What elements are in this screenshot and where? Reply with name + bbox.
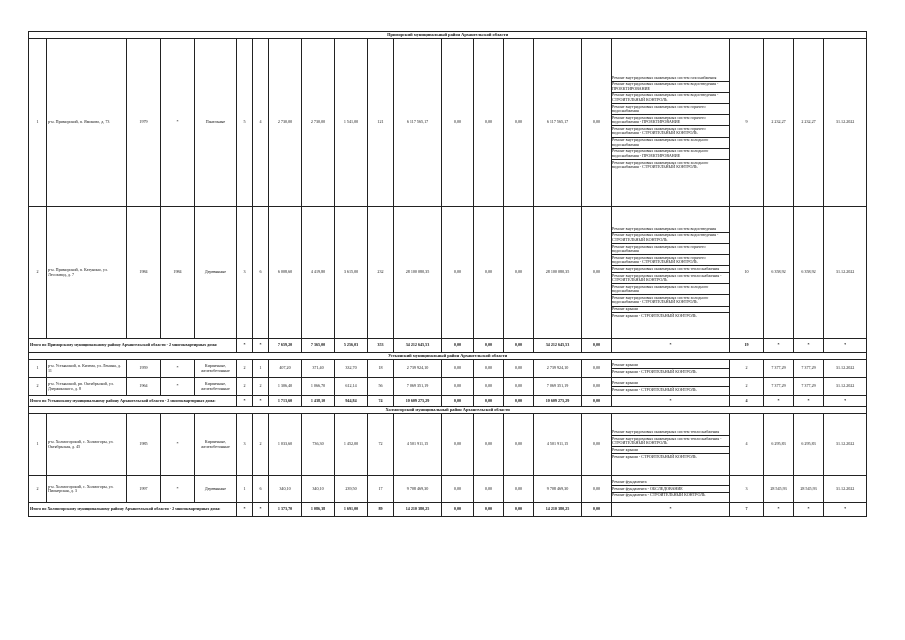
total-date: *: [824, 503, 867, 517]
section-total-row: [29, 396, 867, 407]
work-item: Ремонт внутридомовых инженерных систем горячего водоснабжения: [612, 244, 729, 255]
table-row: [29, 360, 867, 378]
fund-local: 0,00: [504, 414, 534, 476]
entrances: 6: [253, 207, 269, 339]
repair-program-table: [28, 31, 867, 517]
total-entrances: *: [253, 396, 269, 407]
floors: 3: [237, 414, 253, 476]
work-item: Ремонт крыши - СТРОИТЕЛЬНЫЙ КОНТРОЛЬ: [612, 312, 697, 318]
entrances: 2: [253, 378, 269, 396]
section-total-row: [29, 339, 867, 353]
section-title: Приморский муниципальный район Архангельской области: [29, 32, 867, 39]
section-total-row: [29, 503, 867, 517]
year-built: 1997: [127, 476, 161, 503]
total-fund-federal: 0,00: [442, 339, 474, 353]
row-number: 2: [29, 476, 47, 503]
completion-date: 31.12.2022: [824, 476, 867, 503]
area-premises: 2 730,00: [302, 39, 335, 207]
work-item: Ремонт внутридомовых инженерных систем газоснабжения: [612, 75, 729, 82]
total-floors: *: [237, 339, 253, 353]
year-repair: *: [161, 476, 195, 503]
completion-date: 31.12.2022: [824, 414, 867, 476]
total-cost: 34 212 645,53: [394, 339, 442, 353]
fund-other: 0,00: [582, 207, 612, 339]
total-area-residential: 944,84: [335, 396, 368, 407]
wall-material: Кирпичные, железобетонные: [195, 360, 237, 378]
total-label: Итого по Холмогорскому муниципальному району Архангельской области - 2 многоквартирных дома:: [29, 503, 237, 517]
completion-date: 31.12.2022: [824, 39, 867, 207]
total-date: *: [824, 396, 867, 407]
total-fund-local: 0,00: [504, 339, 534, 353]
total-unit-cost: *: [764, 339, 794, 353]
row-address: р-н. Приморский, п. Ямоково, д. 73: [47, 39, 127, 207]
wall-material: Деревянные: [195, 207, 237, 339]
work-item: Ремонт внутридомовых инженерных систем горячего водоснабжения - СТРОИТЕЛЬНЫЙ КОНТРОЛЬ: [612, 255, 729, 266]
table-row: [29, 476, 867, 503]
total-area: 1 373,70: [269, 503, 302, 517]
unit-cost-limit: 6 358,92: [794, 207, 824, 339]
work-item: Ремонт крыши - СТРОИТЕЛЬНЫЙ КОНТРОЛЬ: [612, 368, 697, 374]
completion-date: 31.12.2022: [824, 378, 867, 396]
area-total: 1 306,40: [269, 378, 302, 396]
row-address: р-н. Устьянский, рп. Октябрьский, ул. Дзержинского, д. 8: [47, 378, 127, 396]
row-address: р-н. Устьянский, п. Кизема, ул. Ленина, д. 11: [47, 360, 127, 378]
work-item: Ремонт крыши: [612, 362, 729, 369]
total-fund-federal: 0,00: [442, 503, 474, 517]
fund-local: 0,00: [504, 476, 534, 503]
fund-local: 0,00: [504, 360, 534, 378]
unit-cost: 2 232,27: [764, 39, 794, 207]
work-item: Ремонт внутридомовых инженерных систем теплоснабжения - СТРОИТЕЛЬНЫЙ КОНТРОЛЬ: [612, 273, 729, 284]
year-built: 1984: [127, 207, 161, 339]
section-title: Устьянский муниципальный район Архангельской области: [29, 353, 867, 360]
unit-cost-limit: 6 295,83: [794, 414, 824, 476]
work-item: Ремонт внутридомовых инженерных систем горячего водоснабжения - ПРОЕКТИРОВАНИЕ: [612, 115, 729, 126]
work-item: Ремонт внутридомовых инженерных систем холодного водоснабжения: [612, 284, 729, 295]
area-premises: 371,40: [302, 360, 335, 378]
total-works-count: 19: [730, 339, 764, 353]
work-item: Ремонт крыши - СТРОИТЕЛЬНЫЙ КОНТРОЛЬ: [612, 386, 697, 392]
entrances: 2: [253, 414, 269, 476]
row-number: 1: [29, 39, 47, 207]
wall-material: Кирпичные, железобетонные: [195, 378, 237, 396]
total-area-premises: 1 438,10: [302, 396, 335, 407]
fund-other: 0,00: [582, 414, 612, 476]
residents: 121: [368, 39, 394, 207]
year-repair: *: [161, 378, 195, 396]
total-works-count: 7: [730, 503, 764, 517]
total-area: 1 713,60: [269, 396, 302, 407]
works-list: [612, 207, 730, 339]
completion-date: 31.12.2022: [824, 207, 867, 339]
work-item: Ремонт внутридомовых инженерных систем горячего водоснабжения: [612, 104, 729, 115]
area-residential: 3 615,00: [335, 207, 368, 339]
total-date: *: [824, 339, 867, 353]
fund-other: 0,00: [582, 378, 612, 396]
work-item: Ремонт внутридомовых инженерных систем холодного водоснабжения - ПРОЕКТИРОВАНИЕ: [612, 149, 729, 160]
cost-total: 2 739 924,10: [394, 360, 442, 378]
fund-owners: 7 069 351,19: [534, 378, 582, 396]
area-total: 1 033,60: [269, 414, 302, 476]
total-cost: 14 210 380,25: [394, 503, 442, 517]
fund-regional: 0,00: [474, 378, 504, 396]
total-unit-cost-limit: *: [794, 503, 824, 517]
year-built: 1964: [127, 378, 161, 396]
total-fund-federal: 0,00: [442, 396, 474, 407]
year-repair: *: [161, 39, 195, 207]
total-fund-regional: 0,00: [474, 339, 504, 353]
work-item: Ремонт крыши - СТРОИТЕЛЬНЫЙ КОНТРОЛЬ: [612, 453, 697, 459]
fund-owners: 4 501 911,15: [534, 414, 582, 476]
total-works-count: 4: [730, 396, 764, 407]
works-count: 3: [730, 476, 764, 503]
row-address: р-н. Приморский, п. Катунино, ул. Лесозавод, д. 7: [47, 207, 127, 339]
residents: 72: [368, 414, 394, 476]
work-item: Ремонт фундамента: [612, 479, 729, 486]
residents: 17: [368, 476, 394, 503]
total-fund-local: 0,00: [504, 396, 534, 407]
work-item: Ремонт фундамента - ОБСЛЕДОВАНИЕ: [612, 486, 729, 493]
fund-owners: 2 739 924,10: [534, 360, 582, 378]
total-works: *: [612, 503, 730, 517]
total-residents: 353: [368, 339, 394, 353]
fund-other: 0,00: [582, 476, 612, 503]
fund-owners: 28 100 080,35: [534, 207, 582, 339]
total-fund-owners: 14 210 380,25: [534, 503, 582, 517]
works-count: 2: [730, 378, 764, 396]
fund-federal: 0,00: [442, 207, 474, 339]
fund-federal: 0,00: [442, 39, 474, 207]
year-built: 1985: [127, 414, 161, 476]
row-number: 2: [29, 207, 47, 339]
works-list: [612, 414, 730, 476]
residents: 56: [368, 378, 394, 396]
fund-regional: 0,00: [474, 360, 504, 378]
work-item: Ремонт внутридомовых инженерных систем горячего водоснабжения - СТРОИТЕЛЬНЫЙ КОНТРОЛЬ: [612, 126, 729, 137]
works-list: [612, 378, 730, 396]
fund-other: 0,00: [582, 360, 612, 378]
table-row: [29, 378, 867, 396]
area-residential: 332,70: [335, 360, 368, 378]
cost-total: 7 069 351,19: [394, 378, 442, 396]
work-item: Ремонт внутридомовых инженерных систем холодного водоснабжения: [612, 138, 729, 149]
total-unit-cost: *: [764, 396, 794, 407]
work-item: Ремонт фундамента - СТРОИТЕЛЬНЫЙ КОНТРОЛЬ: [612, 492, 706, 498]
cost-total: 4 501 911,15: [394, 414, 442, 476]
fund-regional: 0,00: [474, 476, 504, 503]
fund-local: 0,00: [504, 39, 534, 207]
work-item: Ремонт внутридомовых инженерных систем водоотведения: [612, 226, 729, 233]
works-count: 10: [730, 207, 764, 339]
works-count: 4: [730, 414, 764, 476]
total-fund-other: 0,00: [582, 503, 612, 517]
unit-cost: 7 377,29: [764, 378, 794, 396]
work-item: Ремонт внутридомовых инженерных систем холодного водоснабжения - СТРОИТЕЛЬНЫЙ КОНТРОЛЬ: [612, 159, 709, 169]
table-row: [29, 39, 867, 207]
fund-federal: 0,00: [442, 414, 474, 476]
fund-federal: 0,00: [442, 360, 474, 378]
residents: 232: [368, 207, 394, 339]
unit-cost: 6 358,92: [764, 207, 794, 339]
wall-material: Деревянные: [195, 476, 237, 503]
fund-federal: 0,00: [442, 378, 474, 396]
year-repair: *: [161, 414, 195, 476]
area-residential: 1 541,00: [335, 39, 368, 207]
total-cost: 10 609 275,29: [394, 396, 442, 407]
total-works: *: [612, 339, 730, 353]
year-built: 1979: [127, 39, 161, 207]
fund-owners: 9 708 469,30: [534, 476, 582, 503]
row-address: р-н. Холмогорский, с. Холмогоры, ул. Октябрьская, д. 45: [47, 414, 127, 476]
entrances: 1: [253, 360, 269, 378]
total-area-residential: 5 256,03: [335, 339, 368, 353]
total-floors: *: [237, 396, 253, 407]
row-number: 1: [29, 360, 47, 378]
floors: 2: [237, 360, 253, 378]
program-table-sheet: [28, 31, 866, 551]
unit-cost-limit: 7 377,29: [794, 378, 824, 396]
completion-date: 31.12.2022: [824, 360, 867, 378]
total-entrances: *: [253, 503, 269, 517]
work-item: Ремонт внутридомовых инженерных систем холодного водоснабжения - СТРОИТЕЛЬНЫЙ КОНТРОЛЬ: [612, 295, 729, 306]
works-count: 9: [730, 39, 764, 207]
cost-total: 28 100 080,35: [394, 207, 442, 339]
total-fund-regional: 0,00: [474, 396, 504, 407]
floors: 3: [237, 207, 253, 339]
fund-regional: 0,00: [474, 39, 504, 207]
unit-cost: 6 295,83: [764, 414, 794, 476]
row-number: 2: [29, 378, 47, 396]
row-address: р-н. Холмогорский, с. Холмогоры, ул. Пионерская, д. 3: [47, 476, 127, 503]
year-repair: 1984: [161, 207, 195, 339]
work-item: Ремонт внутридомовых инженерных систем теплоснабжения: [612, 266, 729, 273]
total-area-premises: 7 365,00: [302, 339, 335, 353]
total-fund-local: 0,00: [504, 503, 534, 517]
floors: 1: [237, 476, 253, 503]
residents: 18: [368, 360, 394, 378]
unit-cost: 7 377,29: [764, 360, 794, 378]
total-entrances: *: [253, 339, 269, 353]
area-total: 2 730,00: [269, 39, 302, 207]
wall-material: Панельные: [195, 39, 237, 207]
fund-federal: 0,00: [442, 476, 474, 503]
total-fund-other: 0,00: [582, 339, 612, 353]
total-unit-cost-limit: *: [794, 396, 824, 407]
floors: 5: [237, 39, 253, 207]
table-row: [29, 207, 867, 339]
fund-local: 0,00: [504, 378, 534, 396]
wall-material: Кирпичные, железобетонные: [195, 414, 237, 476]
entrances: 6: [253, 476, 269, 503]
total-area-residential: 1 691,00: [335, 503, 368, 517]
area-premises: 340,10: [302, 476, 335, 503]
work-item: Ремонт внутридомовых инженерных систем теплоснабжения: [612, 429, 729, 436]
total-floors: *: [237, 503, 253, 517]
area-total: 407,20: [269, 360, 302, 378]
unit-cost-limit: 28 545,93: [794, 476, 824, 503]
total-fund-owners: 10 609 275,29: [534, 396, 582, 407]
work-item: Ремонт внутридомовых инженерных систем теплоснабжения - СТРОИТЕЛЬНЫЙ КОНТРОЛЬ: [612, 436, 729, 447]
table-row: [29, 414, 867, 476]
total-works: *: [612, 396, 730, 407]
area-residential: 612,14: [335, 378, 368, 396]
work-item: Ремонт крыши: [612, 307, 729, 314]
cost-total: 6 117 565,17: [394, 39, 442, 207]
total-residents: 74: [368, 396, 394, 407]
cost-total: 9 708 469,30: [394, 476, 442, 503]
total-residents: 89: [368, 503, 394, 517]
entrances: 4: [253, 39, 269, 207]
area-residential: 239,50: [335, 476, 368, 503]
total-unit-cost: *: [764, 503, 794, 517]
year-built: 1959: [127, 360, 161, 378]
area-premises: 736,30: [302, 414, 335, 476]
area-total: 340,10: [269, 476, 302, 503]
total-area-premises: 1 086,38: [302, 503, 335, 517]
row-number: 1: [29, 414, 47, 476]
total-fund-regional: 0,00: [474, 503, 504, 517]
fund-regional: 0,00: [474, 414, 504, 476]
total-area: 7 659,20: [269, 339, 302, 353]
area-premises: 4 419,80: [302, 207, 335, 339]
unit-cost-limit: 7 377,29: [794, 360, 824, 378]
fund-regional: 0,00: [474, 207, 504, 339]
total-fund-owners: 34 212 645,53: [534, 339, 582, 353]
fund-other: 0,00: [582, 39, 612, 207]
year-repair: *: [161, 360, 195, 378]
work-item: Ремонт внутридомовых инженерных систем водоотведения - СТРОИТЕЛЬНЫЙ КОНТРОЛЬ: [612, 233, 729, 244]
total-label: Итого по Устьянскому муниципальному району Архангельской области - 2 многоквартирных дома:: [29, 396, 237, 407]
work-item: Ремонт крыши: [612, 447, 729, 454]
unit-cost: 28 545,93: [764, 476, 794, 503]
area-premises: 1 066,70: [302, 378, 335, 396]
total-label: Итого по Приморскому муниципальному району Архангельской области - 2 многоквартирных дома:: [29, 339, 237, 353]
works-list: [612, 476, 730, 503]
fund-local: 0,00: [504, 207, 534, 339]
total-fund-other: 0,00: [582, 396, 612, 407]
work-item: Ремонт внутридомовых инженерных систем водоотведения - ПРОЕКТИРОВАНИЕ: [612, 82, 729, 93]
unit-cost-limit: 2 232,27: [794, 39, 824, 207]
works-count: 2: [730, 360, 764, 378]
section-title: Холмогорский муниципальный район Архангельской области: [29, 407, 867, 414]
fund-owners: 6 117 565,17: [534, 39, 582, 207]
works-list: [612, 360, 730, 378]
work-item: Ремонт внутридомовых инженерных систем водоотведения - СТРОИТЕЛЬНЫЙ КОНТРОЛЬ: [612, 93, 729, 104]
total-unit-cost-limit: *: [794, 339, 824, 353]
area-residential: 1 452,00: [335, 414, 368, 476]
area-total: 6 008,60: [269, 207, 302, 339]
work-item: Ремонт крыши: [612, 380, 729, 387]
floors: 2: [237, 378, 253, 396]
works-list: [612, 39, 730, 207]
